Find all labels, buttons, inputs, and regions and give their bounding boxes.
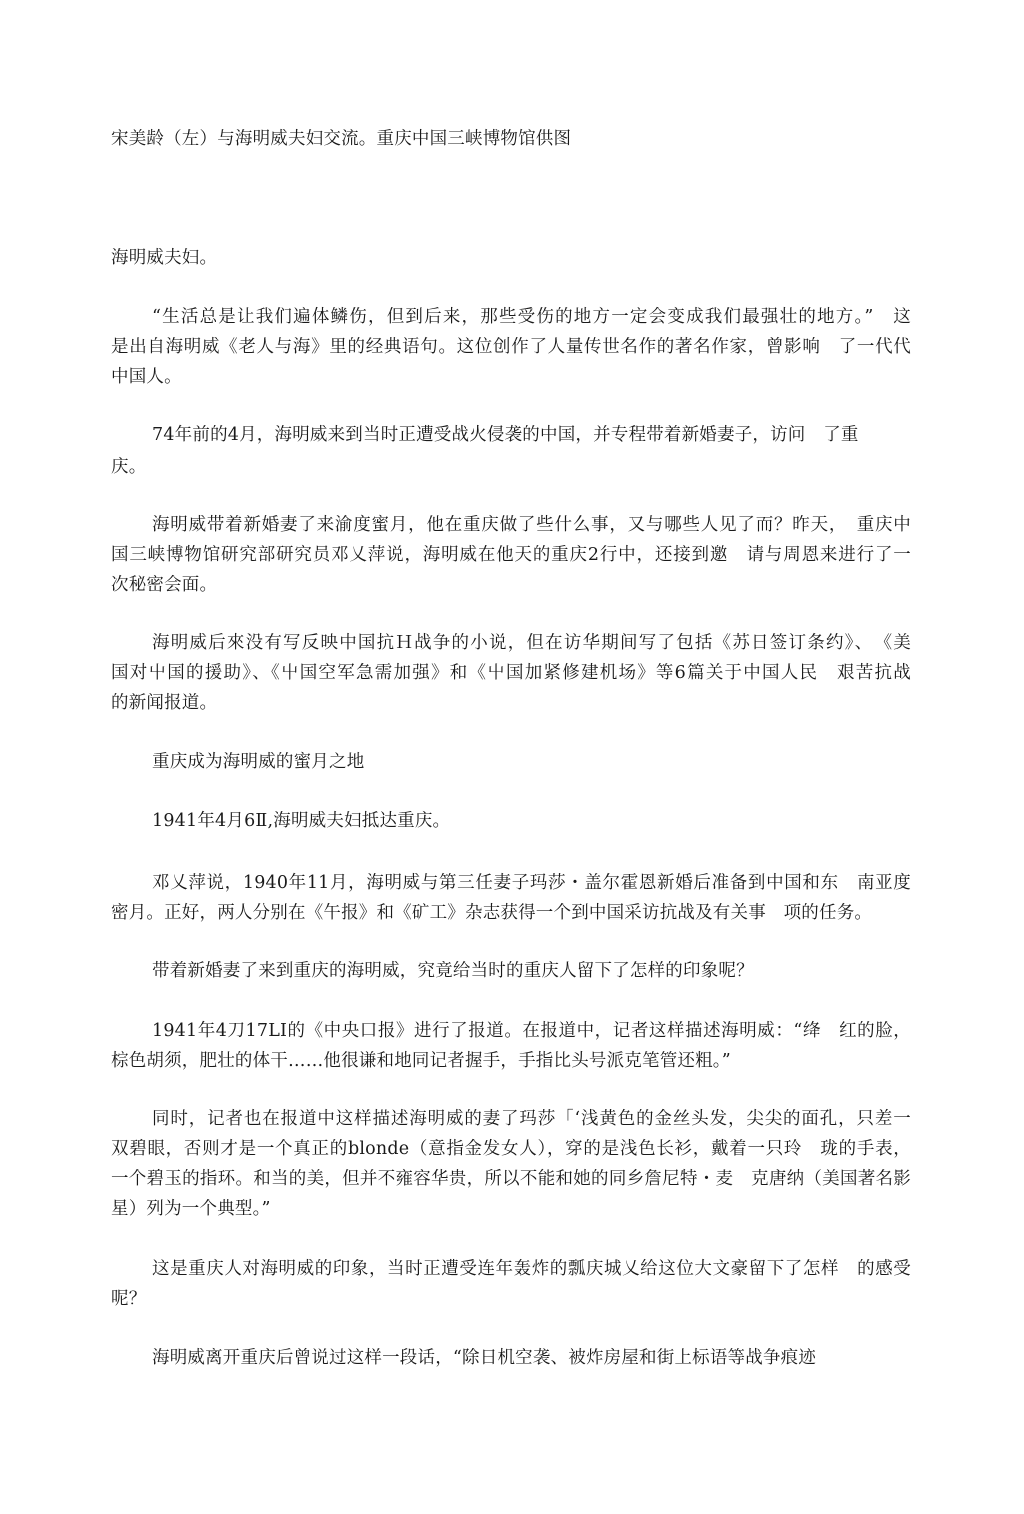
paragraph-line: 1941年4月6Ⅱ,海明威夫妇抵达重庆。: [152, 811, 451, 831]
paragraph-line: 邓乂萍说，1940年11月，海明威与第三任妻子玛莎・盖尔霍恩新婚后准备到中国和东 南亚度: [152, 873, 911, 893]
section-heading: 重庆成为海明威的蜜月之地: [152, 752, 365, 772]
paragraph-line: 国对屮国的援助》、《屮国空军急需加强》和《屮国加紧修建机场》等6篇关于中国人民 艰苦抗战: [111, 663, 911, 683]
photo-caption: 宋美龄（左）与海明威夫妇交流。重庆中国三峡博物馆供图: [111, 129, 572, 149]
paragraph-line: 双碧眼，否则才是一个真正的blonde（意指金发女人），穿的是浅色长衫，戴着一只玲 珑的手表，: [111, 1139, 911, 1159]
paragraph-line: 庆。: [111, 457, 147, 477]
paragraph-line: 这是重庆人对海明威的印象，当时正遭受连年轰炸的瓢庆城乂给这位大文豪留下了怎样 的感受: [152, 1259, 911, 1279]
paragraph-line: “生活总是让我们遍体鳞伤，但到后来，那些受伤的地方一定会变成我们最强壮的地方。” 这: [152, 307, 911, 327]
paragraph-line: 一个碧玉的指环。和当的美，但并不雍容华贵，所以不能和她的同乡詹尼特・麦 克唐纳（美国著名影: [111, 1169, 911, 1189]
photo-caption-2: 海明威夫妇。: [111, 248, 218, 268]
paragraph-line: 次秘密会面。: [111, 575, 218, 595]
paragraph-line: 是出自海明威《老人与海》里的经典语句。这位创作了人量传世名作的著名作家，曾影响 了一代代: [111, 337, 911, 357]
paragraph-line: 带着新婚妻了来到重庆的海明威，究竟给当时的重庆人留下了怎样的印象呢？: [152, 961, 754, 981]
paragraph-line: 同时，记者也在报道中这样描述海明威的妻了玛莎「‘浅黄色的金丝头发，尖尖的面孔，只差一: [152, 1109, 911, 1129]
paragraph-line: 74年前的4月，海明威来到当时正遭受战火侵袭的中国，并专程带着新婚妻子，访问 了重: [152, 425, 859, 445]
paragraph-line: 国三峡博物馆研究部研究员邓乂萍说，海明威在他天的重庆2行中，还接到邀 请与周恩来进行了一: [111, 545, 911, 565]
paragraph-line: 1941年4刀17LI的《中央口报》进行了报道。在报道中，记者这样描述海明威：“绛 红的脸，: [152, 1021, 911, 1041]
paragraph-line: 的新闻报道。: [111, 693, 218, 713]
paragraph-line: 呢？: [111, 1289, 147, 1309]
paragraph-line: 棕色胡须，肥壮的体干……他很谦和地同记者握手，手指比头号派克笔管还粗。”: [111, 1051, 731, 1071]
paragraph-line: 海明威离开重庆后曾说过这样一段话，“除日机空袭、被炸房屋和街上标语等战争痕迹: [152, 1348, 817, 1368]
paragraph-line: 中国人。: [111, 367, 182, 387]
paragraph-line: 海明威带着新婚妻了来渝度蜜月，他在重庆做了些什么事，又与哪些人见了而？昨天， 重庆中: [152, 515, 911, 535]
paragraph-line: 海明威后來没有写反映中国抗Ｈ战争的小说，但在访华期间写了包括《苏日签订条约》、 《美: [152, 633, 911, 653]
paragraph-line: 星）列为一个典型。”: [111, 1199, 271, 1219]
paragraph-line: 密月。正好，两人分别在《午报》和《矿工》杂志获得一个到中国采访抗战及有关事 项的任务。: [111, 903, 873, 923]
